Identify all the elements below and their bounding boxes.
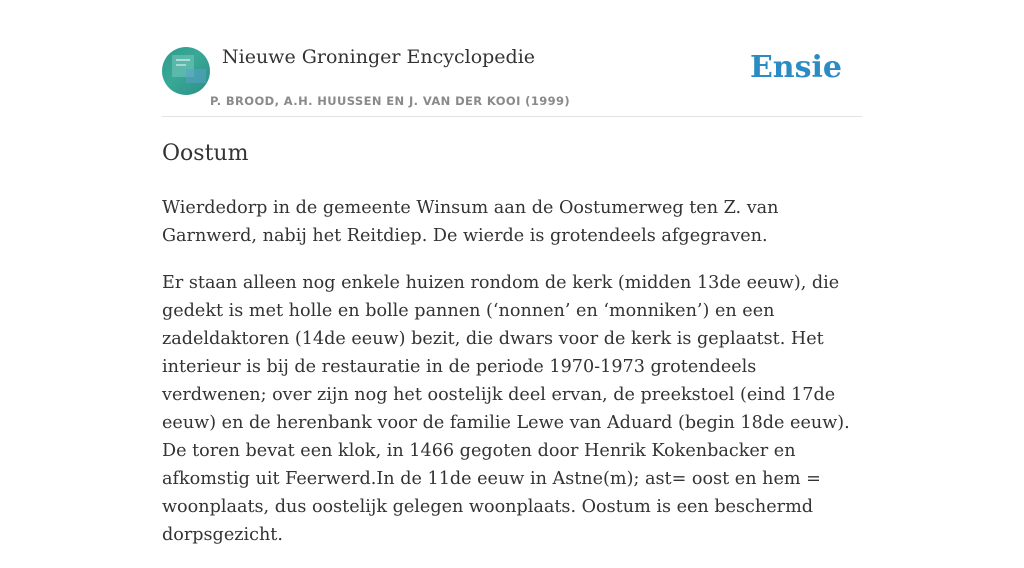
article-title: Oostum xyxy=(162,141,249,166)
article xyxy=(162,138,862,568)
article-paragraph: Wierdedorp in de gemeente Winsum aan de Oostumerweg ten Z. van Garnwerd, nabij het Reitdiep. De wierde is grotendeels afgegraven. xyxy=(162,198,779,246)
article-paragraph: Er staan alleen nog enkele huizen rondom de kerk (midden 13de eeuw), die gedekt is met holle en bolle pannen (‘nonnen’ en ‘monniken’) en een zadeldaktoren (14de eeuw) bezit, die dwars voor de kerk is geplaatst. Het interieur is bij de restauratie in de periode 1970-1973 grotendeels verdwenen; over zijn nog het oostelijk deel ervan, de preekstoel (eind 17de eeuw) en de herenbank voor de familie Lewe van Aduard (begin 18de eeuw). De toren bevat een klok, in 1466 gegoten door Henrik Kokenbacker en afkomstig uit Feerwerd.In de 11de eeuw in Astne(m); ast= oost en hem = woonplaats, dus oostelijk gelegen woonplaats. Oostum is een beschermd dorpsgezicht. xyxy=(162,273,850,545)
publication-header xyxy=(162,40,862,117)
book-cover-image[interactable] xyxy=(162,47,210,95)
publication-title[interactable]: Nieuwe Groninger Encyclopedie xyxy=(222,46,536,68)
ensie-logo[interactable]: Ensie xyxy=(749,50,842,85)
publication-authors: P. BROOD, A.H. HUUSSEN EN J. VAN DER KOOI (1999) xyxy=(210,94,571,108)
